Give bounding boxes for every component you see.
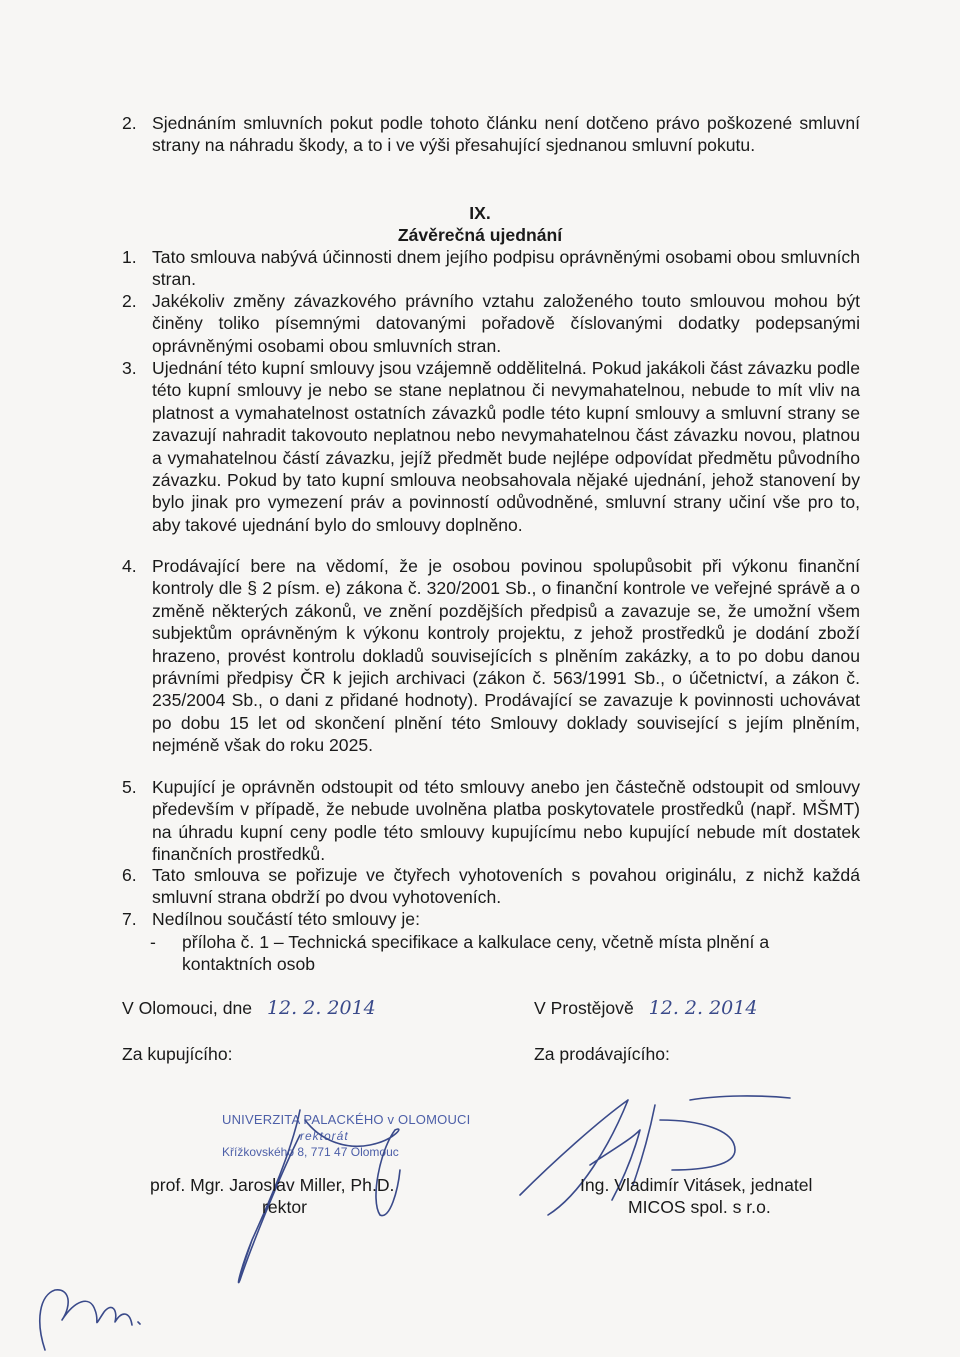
item-number: 5.: [122, 777, 137, 797]
buyer-label: Za kupujícího:: [122, 1044, 233, 1064]
right-date-handwritten: 12. 2. 2014: [648, 997, 758, 1019]
item-number: 2.: [122, 113, 137, 133]
item-text: Tato smlouva se pořizuje ve čtyřech vyhotoveních s povahou originálu, z nichž každá smluvní strana obdrží po dvou vyhotoveních.: [152, 865, 860, 908]
seller-label: Za prodávajícího:: [534, 1044, 670, 1064]
left-date-handwritten: 12. 2. 2014: [266, 997, 376, 1019]
item-text: Sjednáním smluvních pokut podle tohoto článku není dotčeno právo poškozené smluvní strany na náhradu škody, a to i ve výši přesahující sjednanou smluvní pokutu.: [152, 113, 860, 156]
item-number: 2.: [122, 291, 137, 311]
item-number: 1.: [122, 247, 137, 267]
stamp-line-1: UNIVERZITA PALACKÉHO v OLOMOUCI: [222, 1112, 471, 1127]
item-text: Ujednání této kupní smlouvy jsou vzájemně oddělitelná. Pokud jakákoli část závazku podle této kupní smlouvy je nebo se stane neplatnou či nevymahatelnou, nebude to mít vliv na platnost a vymahatelnost ostatních závazků podle této kupní smlouvy a smluvní strany se zavazují nahradit takovouto neplatnou nebo nevymahatelnou část závazku novou, platnou a vymahatelnou částí závazku, jejíž předmět bude nejlépe odpovídat předmětu původního závazku. Pokud by tato kupní smlouva neobsahovala nějaké ujednání, jehož stanovení by bylo jinak pro vymezení práv a povinností odůvodněné, smluvní strany učiní vše pro to, aby takové ujednání bylo do smlouvy doplněno.: [152, 358, 860, 535]
left-place-label: V Olomouci, dne: [122, 998, 253, 1018]
seller-name: Ing. Vladimír Vitásek, jednatel: [580, 1175, 813, 1195]
attachment-dash: -: [150, 932, 156, 952]
article-number: IX.: [469, 203, 491, 223]
buyer-name: prof. Mgr. Jaroslav Miller, Ph.D.: [150, 1175, 395, 1195]
stamp-line-3: Křížkovského 8, 771 47 Olomouc: [222, 1145, 399, 1159]
article-title: Závěrečná ujednání: [397, 225, 563, 245]
attachment-text: příloha č. 1 – Technická specifikace a kalkulace ceny, včetně místa plnění a kontaktních osob: [182, 932, 770, 975]
buyer-role: rektor: [262, 1197, 307, 1217]
item-text: Jakékoliv změny závazkového právního vztahu založeného touto smlouvou mohou být činěny toliko písemnými datovanými pořadově číslovanými dodatky podepsanými oprávněnými osobami obou smluvních stran.: [152, 291, 860, 356]
item-text: Nedílnou součástí této smlouvy je:: [152, 909, 420, 929]
item-text: Tato smlouva nabývá účinnosti dnem jejího podpisu oprávněnými osobami obou smluvních stran.: [152, 247, 860, 290]
right-place-label: V Prostějově: [534, 998, 634, 1018]
item-number: 6.: [122, 865, 137, 885]
stamp-line-2: rektorát: [300, 1129, 349, 1143]
initials-icon: [40, 1290, 140, 1350]
seller-company: MICOS spol. s r.o.: [628, 1197, 771, 1217]
item-number: 7.: [122, 909, 137, 929]
item-text: Kupující je oprávněn odstoupit od této smlouvy anebo jen částečně odstoupit od smlouvy především v případě, že nebude uvolněna platba poskytovatele prostředků (např. MŠMT) na úhradu kupní ceny podle této smlouvy kupujícímu nebo kupující nebude mít dostatek finančních prostředků.: [152, 777, 860, 865]
item-number: 4.: [122, 556, 137, 576]
item-text: Prodávající bere na vědomí, že je osobou povinou spolupůsobit při výkonu finanční kontroly dle § 2 písm. e) zákona č. 320/2001 Sb., o finanční kontrole ve veřejné správě a o změně některých zákonů, ve znění pozdějších předpisů a zavazuje se, že umožní všem subjektům oprávněným k výkonu kontroly projektu, z jehož prostředků je dodání zboží hrazeno, provést kontrolu dokladů souvisejících s plněním zakázky, a to po dobu danou právními předpisy ČR k jejich archivaci (zákon č. 563/1991 Sb., o účetnictví, a zákon č. 235/2004 Sb., o dani z přidané hodnoty). Prodávající se zavazuje k povinnosti uchovávat po dobu 15 let od skončení plnění této Smlouvy doklady související s jejím plněním, nejméně však do roku 2025.: [152, 556, 860, 756]
item-number: 3.: [122, 358, 137, 378]
